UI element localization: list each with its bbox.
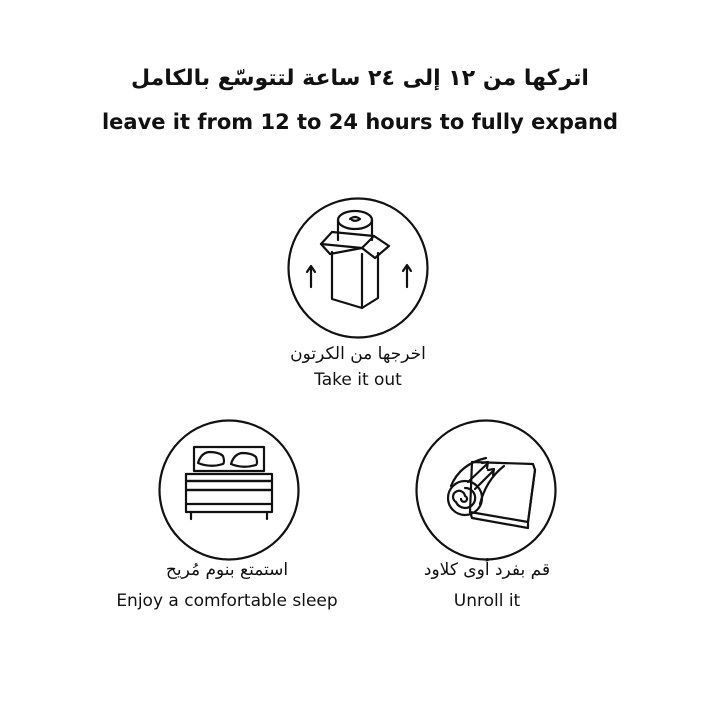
page-title-english: leave it from 12 to 24 hours to fully expand: [101, 110, 619, 134]
step-sleep-label-english: Enjoy a comfortable sleep: [116, 591, 338, 611]
page-title-arabic: اتركها من ١٢ إلى ٢٤ ساعة لتتوسّع بالكامل: [131, 66, 589, 91]
box-unpack-icon: [286, 196, 430, 340]
step-unroll-label-english: Unroll it: [453, 591, 521, 611]
unroll-mattress-icon: [414, 418, 558, 562]
bed-icon: [157, 418, 301, 562]
step-take-out-label-arabic: اخرجها من الكرتون: [290, 344, 426, 364]
step-sleep-label-arabic: استمتع بنوم مُريح: [165, 560, 289, 580]
step-unroll-label-arabic: قم بفرد أوى كلاود: [423, 560, 551, 580]
step-take-out-label-english: Take it out: [314, 370, 402, 390]
